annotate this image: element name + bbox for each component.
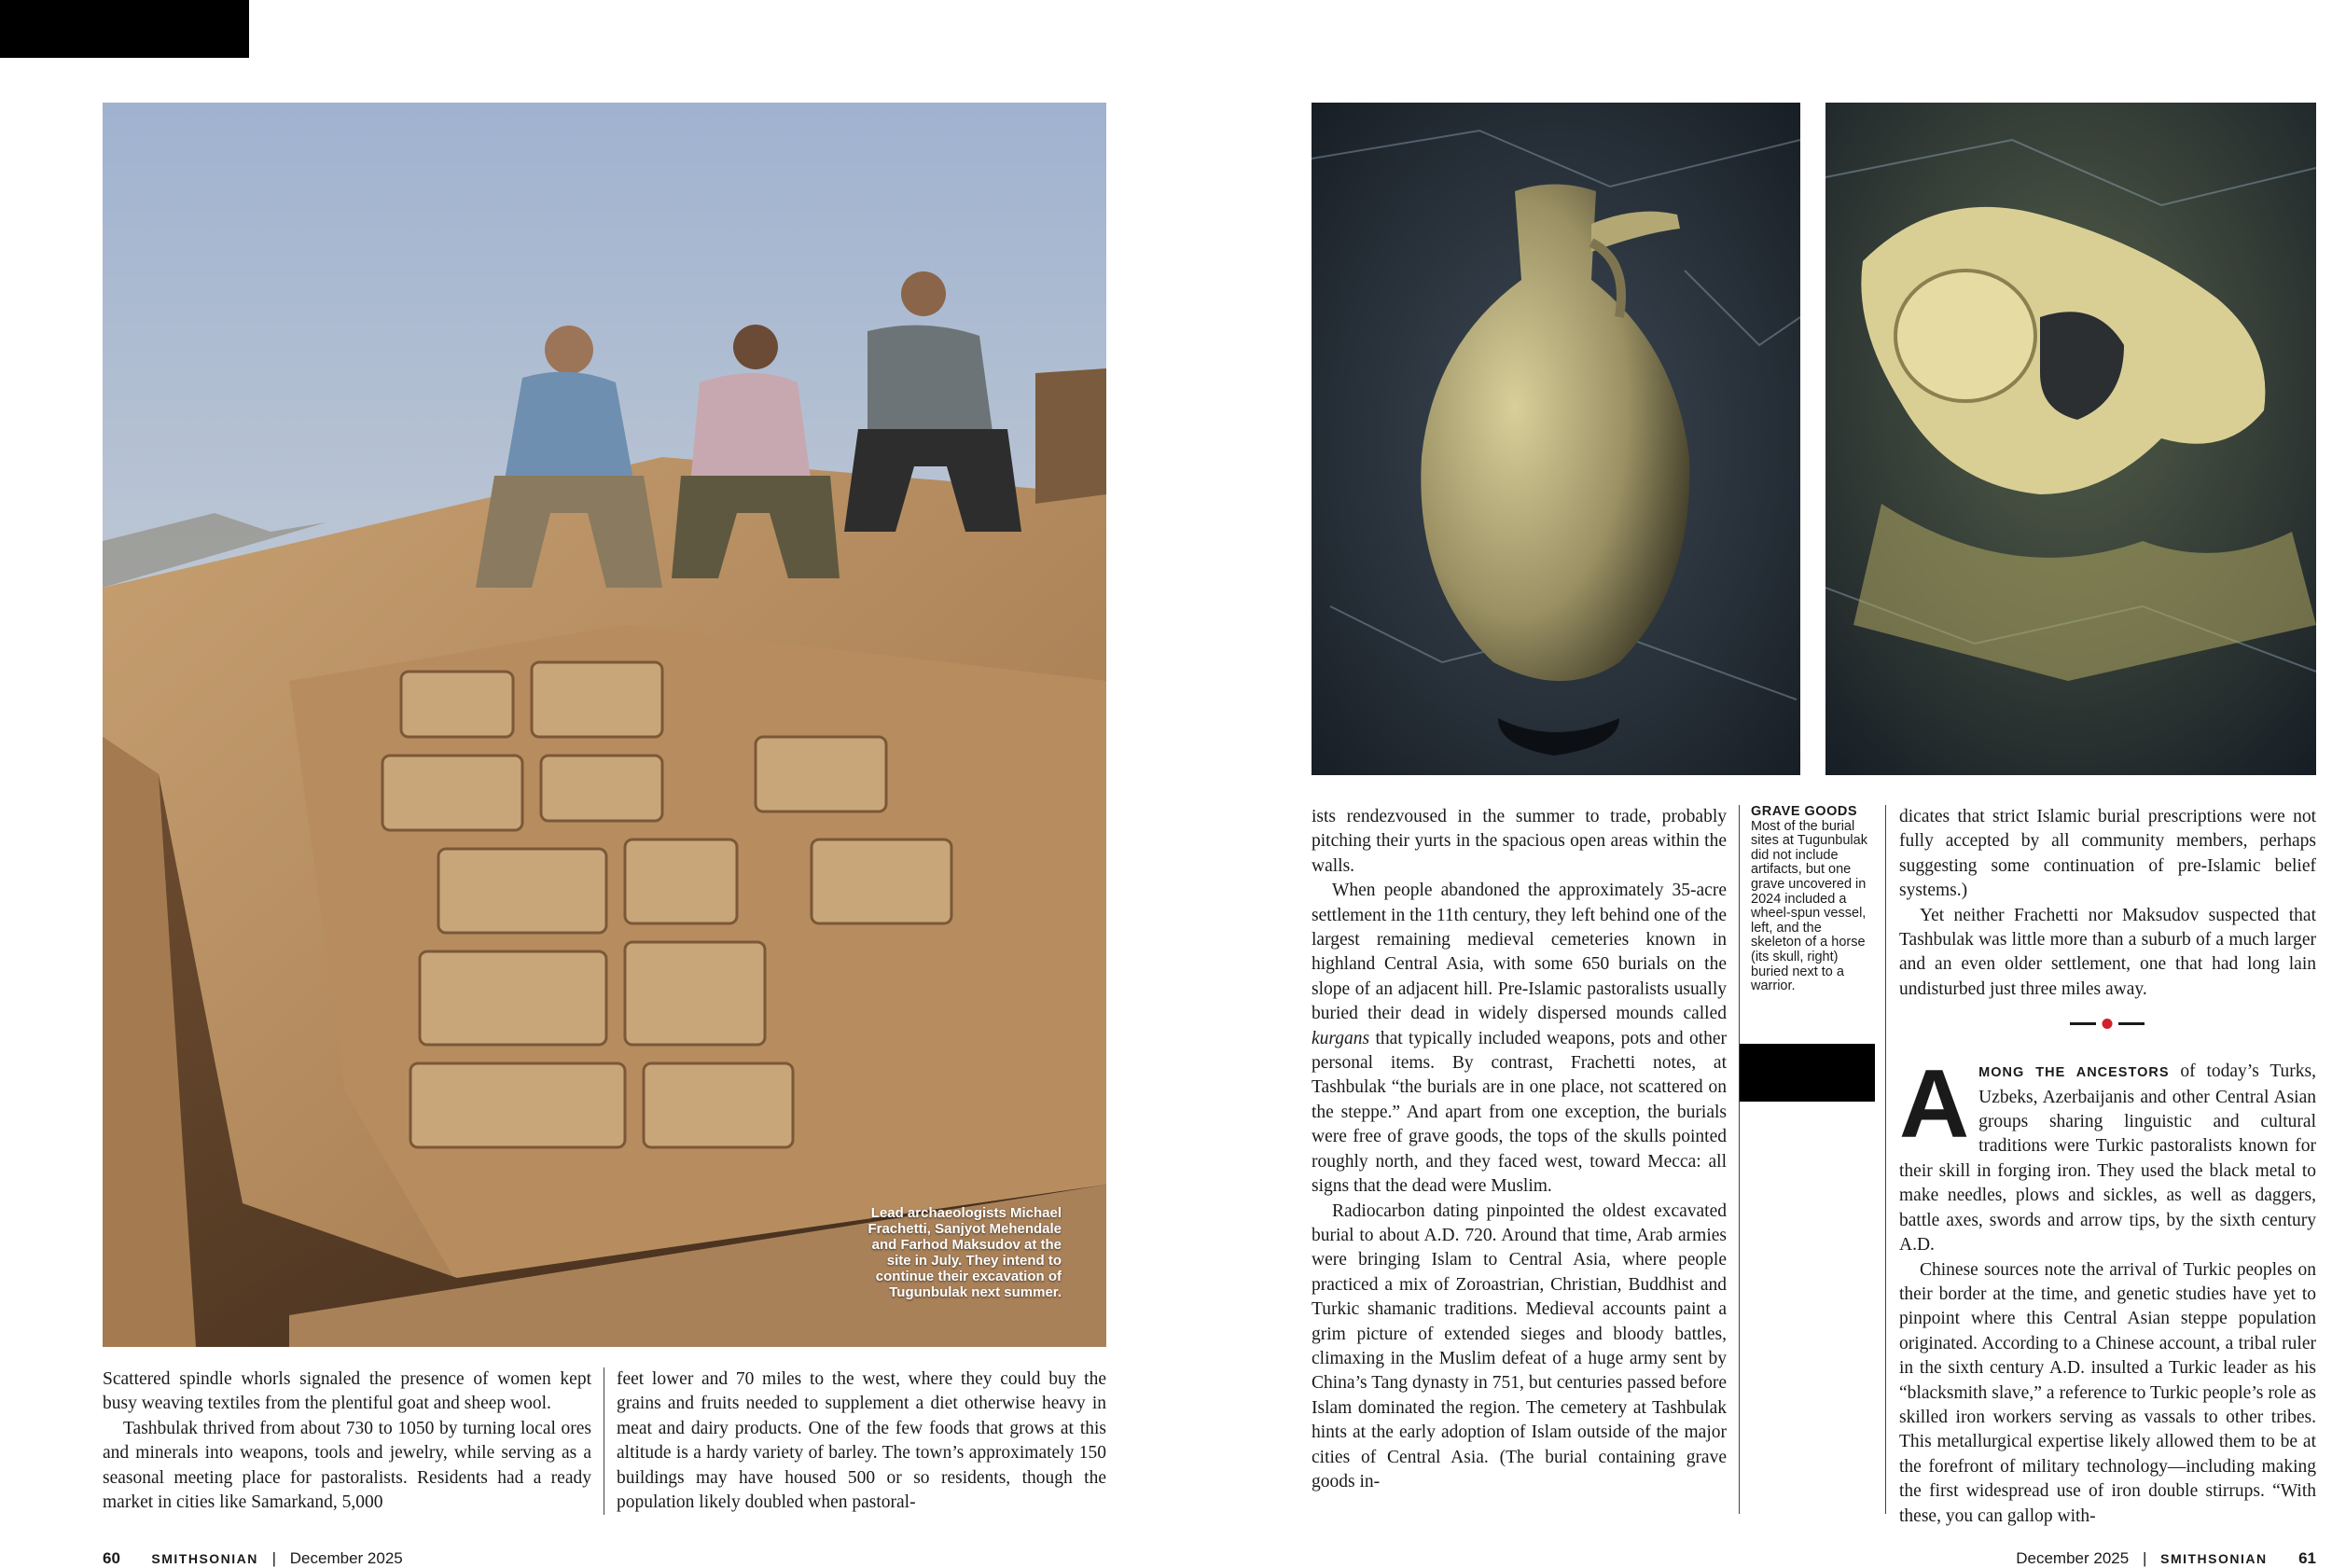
left-column-2 — [617, 1367, 1106, 1515]
grave-goods-sidebar — [1751, 805, 1874, 994]
drop-cap: A — [1899, 1050, 1970, 1159]
body-text: When people abandoned the approximately 35-acre settlement in the 11th century, they left behind one of the largest remaining medieval cemeteries known in highland Central Asia, with some 650 burials on the slope of an adjacent hill. Pre-Islamic pastoralists usually buried their dead in widely dispersed mounds called — [1312, 881, 1727, 1024]
sidebar-heading: GRAVE GOODS — [1751, 804, 1857, 819]
left-page-footer — [103, 1549, 403, 1568]
body-text: of today’s Turks, Uzbeks, Azerbaijanis and other Central Asian groups sharing linguistic and cultural traditions were Turkic pastoralists known for their skill in forging iron. They used the black metal to make needles, plows and sickles, as well as daggers, battle axes, swords and arrow tips, by the sixth century A.D. — [1899, 1062, 2317, 1256]
body-text: that typically included weapons, pots and other personal items. By contrast, Frachetti notes, at Tashbulak “the burials are in one place, not scattered on the steppe.” And apart from one exception, the burials were free of grave goods, the tops of the skulls pointed roughly north, and they faced west, toward Mecca: all signs that the dead were Muslim. — [1312, 1028, 1728, 1197]
right-page-footer — [2016, 1549, 2316, 1568]
ornament-icon — [2070, 1017, 2145, 1032]
body-paragraph: Chinese sources note the arrival of Turkic peoples on their border at the time, and genetic studies have yet to pinpoint where this Central Asian steppe population originated. According to a Chinese account, a tribal ruler in the sixth century A.D. insulted a Turkic leader as his “blacksmith slave,” a reference to Turkic people’s role as skilled iron workers serving as vassals to other tribes. This metallurgical expertise likely allowed them to be at the forefront of military technology—including making the first widespread use of iron double stirrups. “With these, you can gallop with- — [1899, 1259, 2316, 1526]
horse-skull-illustration — [1825, 103, 2316, 775]
body-paragraph: Radiocarbon dating pinpointed the oldest excavated burial to about A.D. 720. Around that time, Arab armies were bringing Islam to Central Asia, where people practiced a mix of Zoroastrian, Christian, Buddhist and Turkic shamanic traditions. Medieval accounts paint a grim picture of extended sieges and bloody battles, climaxing in the Muslim defeat of a huge army sent by China’s Tang dynasty in 751, but centuries passed before Islam dominated the region. The cemetery at Tashbulak hints at the early adoption of Islam outside of the major cities of Central Asia. (The burial containing grave goods in- — [1312, 1200, 1727, 1492]
magazine-name: SMITHSONIAN — [151, 1551, 258, 1566]
issue-date: December 2025 — [2016, 1549, 2130, 1567]
magazine-name: SMITHSONIAN — [2160, 1551, 2268, 1566]
right-column-1 — [1312, 805, 1727, 1494]
page-number: 60 — [103, 1549, 120, 1567]
left-column-1 — [103, 1367, 591, 1515]
issue-date: December 2025 — [289, 1549, 403, 1567]
column-rule — [1885, 805, 1886, 1514]
body-paragraph: Scattered spindle whorls signaled the presence of women kept busy weaving textiles from the plentiful goat and sheep wool. — [103, 1369, 591, 1414]
lead-in-smallcaps: MONG THE ANCESTORS — [1978, 1065, 2170, 1081]
body-paragraph: Yet neither Frachetti nor Maksudov suspected that Tashbulak was little more than a suburb of a much larger and an even older settlement, one that had long lain undisturbed just three miles away. — [1899, 905, 2316, 999]
black-corner-tab — [0, 0, 249, 58]
sidebar-caption: Most of the burial sites at Tugunbulak did not include artifacts, but one grave uncovered in 2024 included a wheel-spun vessel, left, and the skeleton of a horse (its skull, right) buried next to a warrior. — [1751, 818, 1867, 994]
photo-caption: Lead archaeologists Michael Frachetti, Sanjyot Mehendale and Farhod Maksudov at the site in July. They intend to continue their excavation of Tugunbulak next summer. — [868, 1205, 1062, 1300]
horse-skull-photo — [1825, 103, 2316, 775]
body-paragraph: dicates that strict Islamic burial prescriptions were not fully accepted by all community members, perhaps suggesting some continuation of pre-Islamic belief systems.) — [1899, 807, 2316, 901]
section-break-ornament — [2070, 1017, 2145, 1032]
column-rule — [1739, 805, 1740, 1514]
archaeologists-photo — [103, 103, 1106, 1347]
separator: | — [2142, 1549, 2147, 1567]
vessel-illustration — [1312, 103, 1800, 775]
right-column-2 — [1899, 805, 2316, 1529]
section-opening-paragraph — [1899, 1050, 2317, 1257]
body-paragraph: feet lower and 70 miles to the west, where they could buy the grains and fruits needed to supplement a diet otherwise heavy in meat and dairy products. One of the few foods that grows at this altitude is a hardy variety of barley. The town’s approximately 150 buildings may have housed 500 or so residents, though the population likely doubled when pastoral- — [617, 1369, 1106, 1513]
body-paragraph: ists rendezvoused in the summer to trade, probably pitching their yurts in the spacious open areas within the walls. — [1312, 807, 1727, 876]
separator: | — [271, 1549, 277, 1567]
archaeologists-illustration — [103, 103, 1106, 1347]
body-paragraph — [1312, 879, 1727, 1199]
black-redaction-box — [1740, 1044, 1875, 1102]
italic-term: kurgans — [1312, 1028, 1370, 1048]
body-paragraph: Tashbulak thrived from about 730 to 1050 by turning local ores and minerals into weapons, tools and jewelry, while serving as a seasonal meeting place for pastoralists. Residents had a ready market in cities like Samarkand, 5,000 — [103, 1418, 591, 1513]
vessel-photo — [1312, 103, 1800, 775]
page-number: 61 — [2298, 1549, 2316, 1567]
